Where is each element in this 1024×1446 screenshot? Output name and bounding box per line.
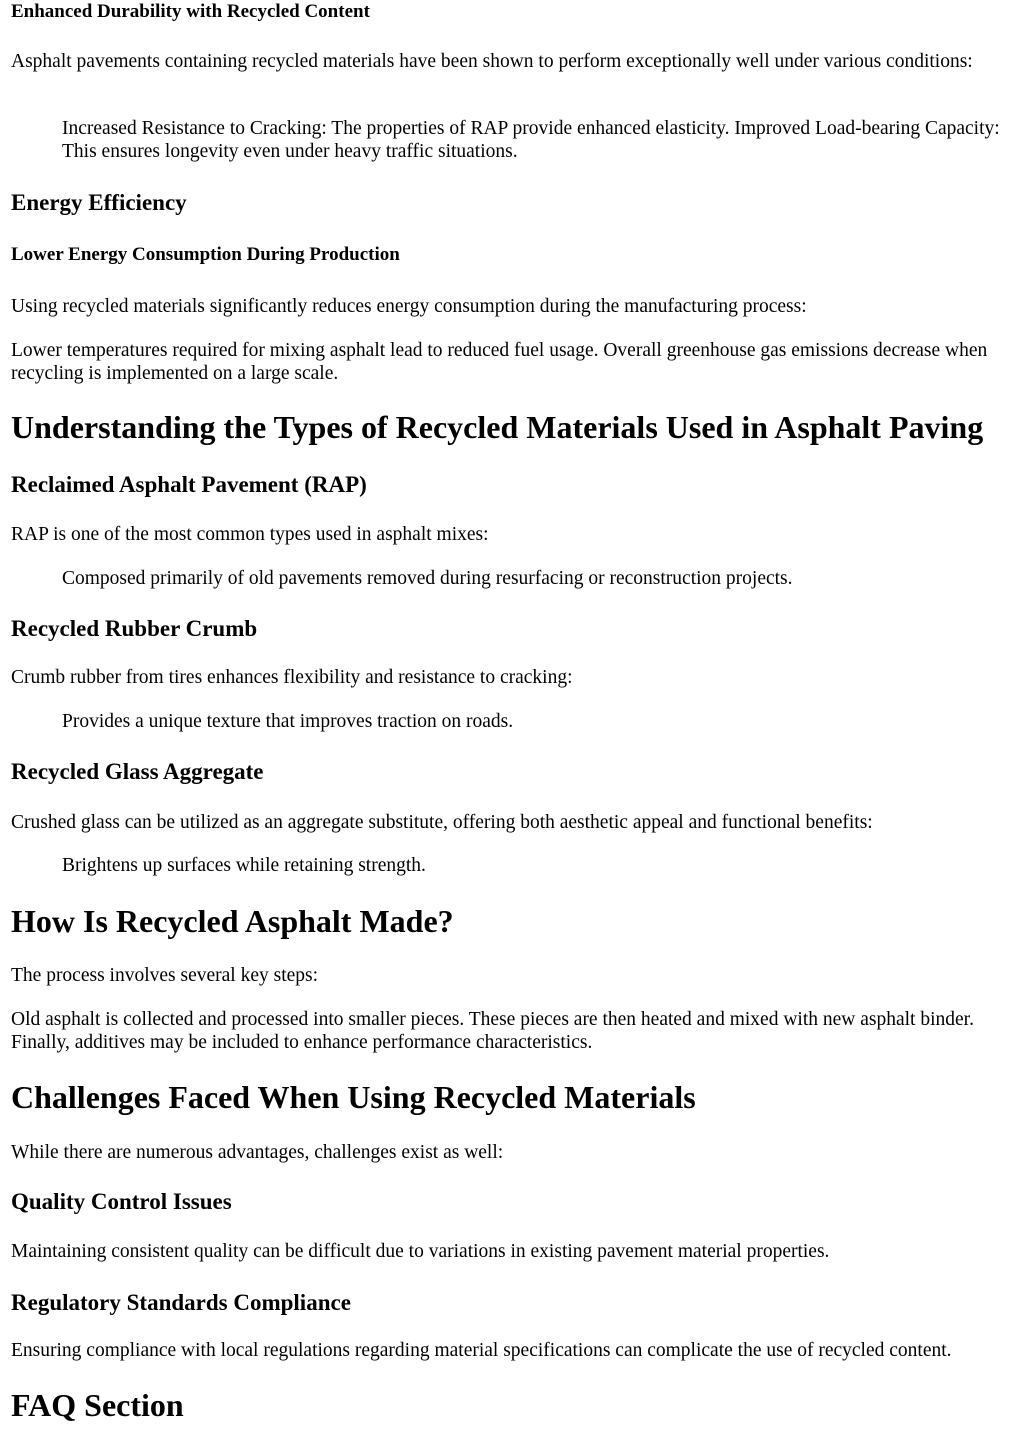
energy-subheading: Lower Energy Consumption During Production	[11, 244, 400, 265]
rap-heading: Reclaimed Asphalt Pavement (RAP)	[11, 472, 367, 497]
rubber-heading: Recycled Rubber Crumb	[11, 616, 258, 641]
quality-heading: Quality Control Issues	[11, 1189, 232, 1214]
types-heading: Understanding the Types of Recycled Materials Used in Asphalt Paving	[11, 409, 984, 445]
rubber-quote: Provides a unique texture that improves traction on roads.	[62, 711, 514, 732]
glass-intro: Crushed glass can be utilized as an aggregate substitute, offering both aesthetic appeal and functional benefits:	[11, 812, 873, 833]
made-heading: How Is Recycled Asphalt Made?	[11, 903, 454, 939]
rubber-intro: Crumb rubber from tires enhances flexibility and resistance to cracking:	[11, 667, 573, 688]
energy-detail: Lower temperatures required for mixing asphalt lead to reduced fuel usage. Overall greenhouse gas emissions decrease when recycling is implemented on a large scale.	[11, 340, 988, 384]
glass-heading: Recycled Glass Aggregate	[11, 759, 264, 784]
durability-heading: Enhanced Durability with Recycled Content	[11, 1, 370, 22]
glass-quote: Brightens up surfaces while retaining strength.	[62, 855, 426, 876]
durability-quote: Increased Resistance to Cracking: The properties of RAP provide enhanced elasticity. Improved Load-bearing Capacity: This ensures longevity even under heavy traffic situations.	[62, 118, 1000, 162]
energy-heading: Energy Efficiency	[11, 190, 187, 215]
challenges-intro: While there are numerous advantages, challenges exist as well:	[11, 1142, 504, 1163]
quality-text: Maintaining consistent quality can be difficult due to variations in existing pavement material properties.	[11, 1241, 830, 1262]
energy-intro: Using recycled materials significantly reduces energy consumption during the manufacturing process:	[11, 296, 807, 317]
made-intro: The process involves several key steps:	[11, 965, 319, 986]
faq-heading: FAQ Section	[11, 1387, 184, 1423]
rap-quote: Composed primarily of old pavements removed during resurfacing or reconstruction projects.	[62, 568, 793, 589]
rap-intro: RAP is one of the most common types used in asphalt mixes:	[11, 524, 489, 545]
regulatory-heading: Regulatory Standards Compliance	[11, 1290, 351, 1315]
regulatory-text: Ensuring compliance with local regulations regarding material specifications can complicate the use of recycled content.	[11, 1340, 952, 1361]
made-detail: Old asphalt is collected and processed into smaller pieces. These pieces are then heated and mixed with new asphalt binder. Finally, additives may be included to enhance performance characteristics.	[11, 1009, 974, 1053]
durability-intro: Asphalt pavements containing recycled materials have been shown to perform exceptionally well under various conditions:	[11, 51, 973, 72]
challenges-heading: Challenges Faced When Using Recycled Materials	[11, 1079, 696, 1115]
